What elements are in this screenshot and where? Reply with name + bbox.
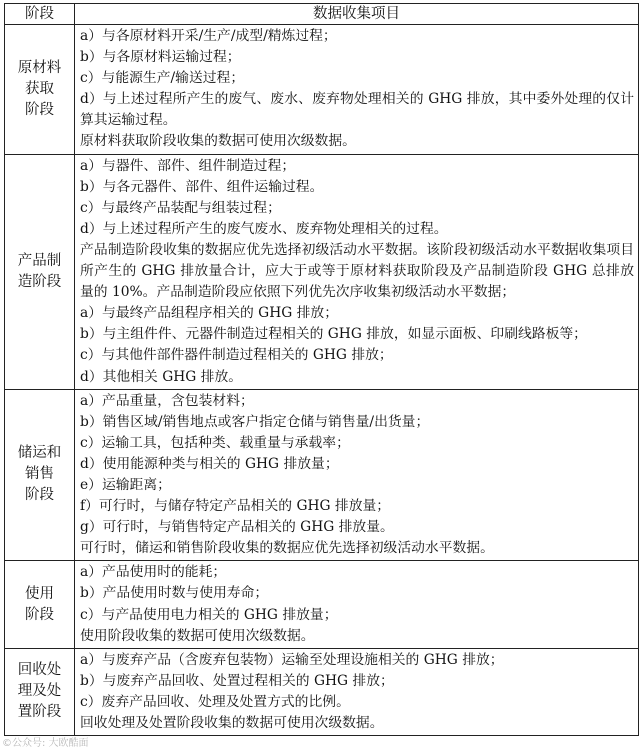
item-line: c）运输工具，包括种类、载重量与承载率； xyxy=(80,434,350,451)
item-line: b）与各原材料运输过程； xyxy=(80,49,241,66)
stage-label-line: 造阶段 xyxy=(17,273,62,290)
items-cell xyxy=(75,154,639,389)
item-line: a）产品使用时的能耗； xyxy=(80,564,227,581)
stage-label-line: 销售 xyxy=(25,466,54,483)
item-line: 使用阶段收集的数据可使用次级数据。 xyxy=(80,627,315,644)
item-line: b）与主组件件、元器件制造过程相关的 GHG 排放，如显示面板、印刷线路板等； xyxy=(80,326,587,343)
table-row xyxy=(5,25,639,155)
item-line: a）产品重量，含包装材料； xyxy=(80,392,254,409)
item-line: d）与上述过程所产生的废气废水、废弃物处理相关的过程。 xyxy=(80,220,448,237)
item-line: b）与废弃产品回收、处置过程相关的 GHG 排放； xyxy=(80,672,394,689)
item-line: c）与最终产品装配与组装过程； xyxy=(80,199,281,216)
item-line: g）可行时，与销售特定产品相关的 GHG 排放量。 xyxy=(80,519,394,536)
item-line: d）其他相关 GHG 排放。 xyxy=(80,368,243,385)
items-cell xyxy=(75,25,639,155)
table-row xyxy=(5,389,639,561)
items-cell xyxy=(75,561,639,648)
stage-cell xyxy=(5,648,75,735)
item-line: b）与各元器件、部件、组件运输过程。 xyxy=(80,178,324,195)
item-line: b）产品使用时数与使用寿命； xyxy=(80,585,269,602)
table-header-row xyxy=(5,4,639,25)
item-line: 产品制造阶段收集的数据应优先选择初级活动水平数据。该阶段初级活动水平数据收集项目所产生的 GHG 排放量合计，应大于或等于原材料获取阶段及产品制造阶段 GHG 总排放量的 10%。产品制造阶段应依照下列优先次序收集初级活动水平数据； xyxy=(80,241,634,301)
item-line: a）与各原材料开采/生产/成型/精炼过程； xyxy=(80,28,337,44)
item-line: d）与上述过程所产生的废气、废水、废弃物处理相关的 GHG 排放，其中委外处理的仅计算其运输过程。 xyxy=(80,91,634,129)
stage-cell xyxy=(5,389,75,561)
item-line: 可行时，储运和销售阶段收集的数据应优先选择初级活动水平数据。 xyxy=(80,540,494,557)
stage-label-line: 置阶段 xyxy=(17,704,62,721)
stage-label-line: 储运和 xyxy=(17,445,62,462)
item-line: b）销售区域/销售地点或客户指定仓储与销售量/出货量； xyxy=(80,413,430,430)
stage-label-line: 回收处 xyxy=(17,662,62,679)
item-line: a）与最终产品组程序相关的 GHG 排放； xyxy=(80,305,339,322)
stage-label-line: 获取 xyxy=(25,80,54,97)
item-line: c）废弃产品回收、处理及处置方式的比例。 xyxy=(80,693,350,710)
stage-label-line: 理及处 xyxy=(17,683,62,700)
watermark: ©公众号: 大欧酷面 xyxy=(2,738,89,749)
item-line: f）可行时，与储存特定产品相关的 GHG 排放量； xyxy=(80,498,391,515)
stage-column-header: 阶段 xyxy=(5,4,75,25)
item-line: c）与产品使用电力相关的 GHG 排放量； xyxy=(80,606,338,623)
stage-cell xyxy=(5,25,75,155)
stage-label-line: 阶段 xyxy=(25,101,54,118)
table-row xyxy=(5,648,639,735)
stage-label-line: 阶段 xyxy=(25,487,54,504)
stage-label-line: 使用 xyxy=(25,585,54,602)
item-line: a）与器件、部件、组件制造过程； xyxy=(80,157,296,174)
item-line: 原材料获取阶段收集的数据可使用次级数据。 xyxy=(80,133,356,150)
stage-label-line: 阶段 xyxy=(25,606,54,623)
stage-label-line: 产品制 xyxy=(17,252,62,269)
stage-label-line: 原材料 xyxy=(17,59,62,76)
table-row xyxy=(5,154,639,389)
item-line: c）与能源生产/输送过程； xyxy=(80,70,245,87)
stage-cell xyxy=(5,561,75,648)
items-column-header: 数据收集项目 xyxy=(75,4,639,25)
item-line: e）运输距离； xyxy=(80,476,171,493)
item-line: a）与废弃产品（含废弃包装物）运输至处理设施相关的 GHG 排放； xyxy=(80,651,504,668)
items-cell xyxy=(75,648,639,735)
stage-cell xyxy=(5,154,75,389)
items-cell xyxy=(75,389,639,561)
ghg-data-collection-table xyxy=(4,3,639,736)
item-line: d）使用能源种类与相关的 GHG 排放量； xyxy=(80,455,339,472)
item-line: 回收处理及处置阶段收集的数据可使用次级数据。 xyxy=(80,715,384,731)
table-row xyxy=(5,561,639,648)
item-line: c）与其他件部件器件制造过程相关的 GHG 排放； xyxy=(80,347,393,364)
